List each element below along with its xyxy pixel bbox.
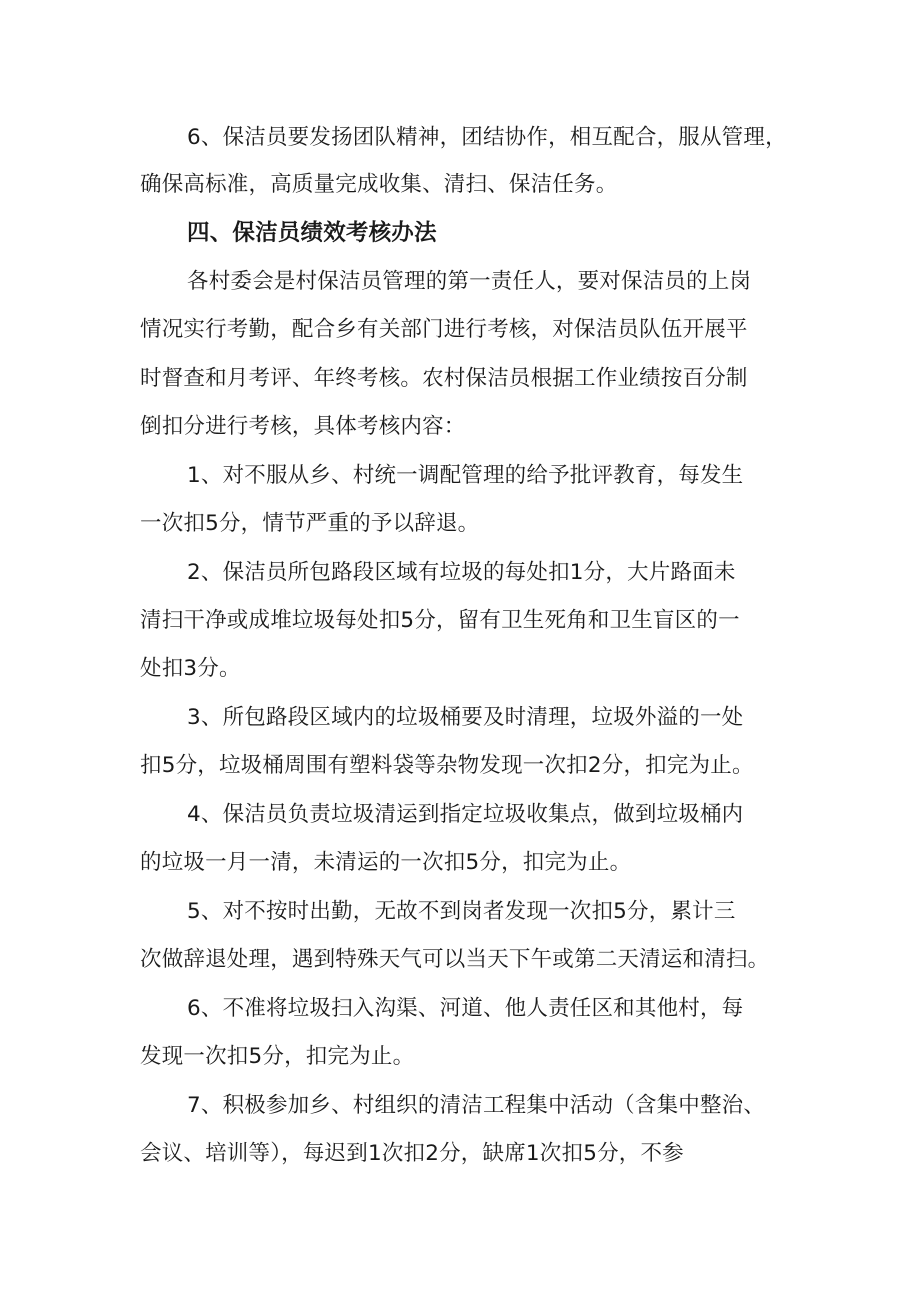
paragraph-line: 会议、培训等），每迟到1次扣2分，缺席1次扣5分，不参 xyxy=(140,1141,684,1166)
paragraph-line: 一次扣5分，情节严重的予以辞退。 xyxy=(140,511,480,536)
paragraph-line: 次做辞退处理，遇到特殊天气可以当天下午或第二天清运和清扫。 xyxy=(140,947,770,972)
paragraph-line: 确保高标准，高质量完成收集、清扫、保洁任务。 xyxy=(140,172,618,197)
paragraph-line: 5、对不按时出勤，无故不到岗者发现一次扣5分，累计三 xyxy=(187,899,736,924)
paragraph-line: 6、保洁员要发扬团队精神，团结协作，相互配合，服从管理， xyxy=(187,125,787,150)
paragraph-line: 发现一次扣5分，扣完为止。 xyxy=(140,1044,415,1069)
paragraph-line: 处扣3分。 xyxy=(140,656,241,681)
paragraph-line: 1、对不服从乡、村统一调配管理的给予批评教育，每发生 xyxy=(187,463,744,488)
paragraph-line: 各村委会是村保洁员管理的第一责任人，要对保洁员的上岗 xyxy=(187,269,752,294)
section-heading: 四、保洁员绩效考核办法 xyxy=(187,220,437,246)
paragraph-line: 的垃圾一月一清，未清运的一次扣5分，扣完为止。 xyxy=(140,850,632,875)
paragraph-line: 6、不准将垃圾扫入沟渠、河道、他人责任区和其他村，每 xyxy=(187,996,744,1021)
paragraph-line: 3、所包路段区域内的垃圾桶要及时清理，垃圾外溢的一处 xyxy=(187,705,744,730)
paragraph-line: 4、保洁员负责垃圾清运到指定垃圾收集点，做到垃圾桶内 xyxy=(187,802,744,827)
paragraph-line: 7、积极参加乡、村组织的清洁工程集中活动（含集中整治、 xyxy=(187,1093,766,1118)
paragraph-line: 扣5分，垃圾桶周围有塑料袋等杂物发现一次扣2分，扣完为止。 xyxy=(140,753,754,778)
paragraph-line: 清扫干净或成堆垃圾每处扣5分，留有卫生死角和卫生盲区的一 xyxy=(140,608,740,633)
paragraph-line: 情况实行考勤，配合乡有关部门进行考核，对保洁员队伍开展平 xyxy=(140,317,748,342)
paragraph-line: 倒扣分进行考核，具体考核内容： xyxy=(140,414,466,439)
paragraph-line: 2、保洁员所包路段区域有垃圾的每处扣1分，大片路面未 xyxy=(187,560,736,585)
paragraph-line: 时督查和月考评、年终考核。农村保洁员根据工作业绩按百分制 xyxy=(140,366,748,391)
